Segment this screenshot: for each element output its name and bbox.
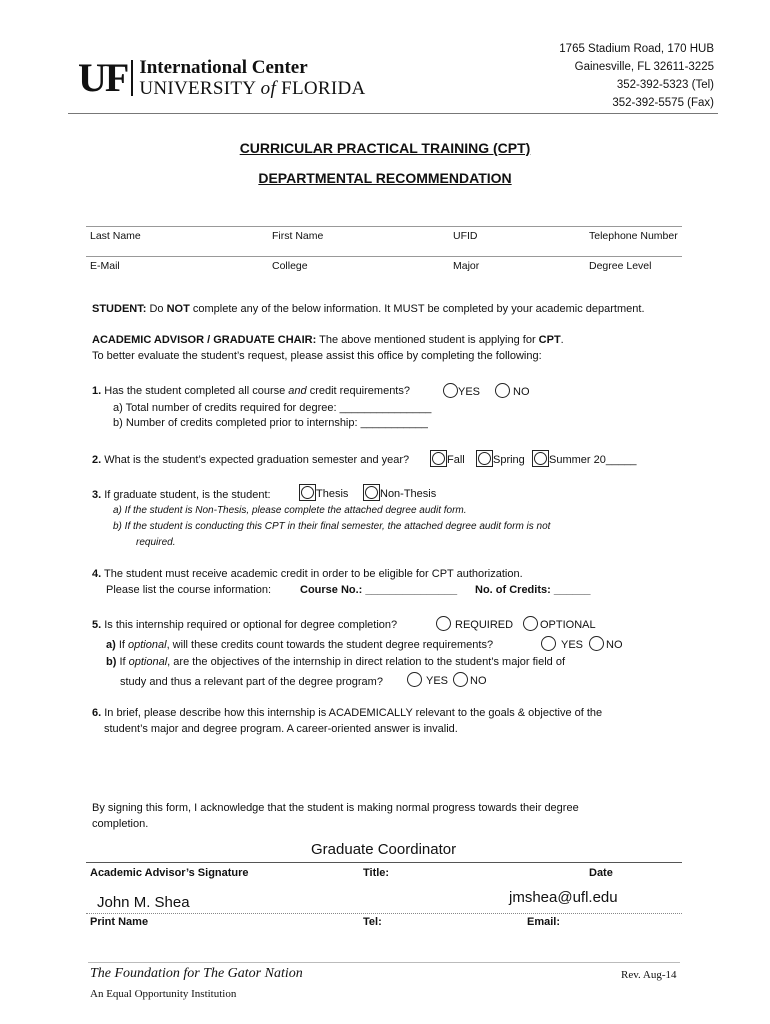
question-6: 6. In brief, please describe how this internship is ACADEMICALLY relevant to the goals & objective of the [92, 707, 603, 719]
logo-university: UNIVERSITY of FLORIDA [139, 78, 366, 99]
q2-fall-option[interactable]: Fall [430, 450, 465, 467]
logo-international-center: International Center [139, 57, 308, 78]
advisor-intro: ACADEMIC ADVISOR / GRADUATE CHAIR: The above mentioned student is applying for CPT. [92, 334, 564, 346]
question-6-cont: student’s major and degree program. A career-oriented answer is invalid. [104, 723, 458, 735]
checkbox-circle-icon [363, 484, 380, 501]
question-3: 3. If graduate student, is the student: [92, 489, 271, 501]
signature-label: Academic Advisor’s Signature [90, 867, 249, 879]
title-label: Title: [363, 867, 390, 879]
q1-yes-option[interactable]: YES [443, 383, 480, 398]
address-block [559, 40, 714, 112]
q5-required-option[interactable]: REQUIRED [436, 616, 513, 631]
form-title: CURRICULAR PRACTICAL TRAINING (CPT) [239, 140, 531, 156]
college-label: College [272, 260, 308, 272]
first-name-label: First Name [272, 230, 324, 242]
q2-spring-option[interactable]: Spring [476, 450, 525, 467]
advisor-instruction: To better evaluate the student’s request, please assist this office by completing the following: [92, 350, 542, 362]
title-value[interactable]: Graduate Coordinator [311, 841, 457, 858]
checkbox-circle-icon [299, 484, 316, 501]
address-line: 352-392-5575 (Fax) [612, 97, 714, 109]
radio-circle-icon [589, 636, 604, 651]
footer-rule [88, 962, 680, 963]
address-line: 352-392-5323 (Tel) [616, 79, 714, 91]
radio-circle-icon [407, 672, 422, 687]
q5-part-b-cont: study and thus a relevant part of the degree program? [120, 676, 383, 688]
question-5: 5. Is this internship required or optional for degree completion? [92, 619, 398, 631]
print-name-value[interactable]: John M. Shea [97, 894, 190, 911]
q5-part-b: b) If optional, are the objectives of the internship in direct relation to the student’s major field of [106, 656, 566, 668]
q5b-no-option[interactable]: NO [453, 672, 487, 687]
address-line: Gainesville, FL 32611-3225 [574, 61, 714, 73]
print-name-label: Print Name [90, 916, 149, 928]
q5a-yes-option[interactable]: YES [541, 636, 583, 651]
tel-label: Tel: [363, 916, 382, 928]
signature-rule [86, 862, 682, 863]
radio-circle-icon [541, 636, 556, 651]
major-label: Major [453, 260, 480, 272]
radio-circle-icon [495, 383, 510, 398]
date-label: Date [589, 867, 613, 879]
email-label: E-Mail [90, 260, 120, 272]
ufid-label: UFID [453, 230, 478, 242]
q1-no-option[interactable]: NO [495, 383, 530, 398]
q1-total-credits: a) Total number of credits required for degree: _______________ [113, 402, 432, 414]
print-name-rule [86, 913, 682, 914]
footer-tagline: The Foundation for The Gator Nation [90, 966, 303, 981]
student-note: STUDENT: Do NOT complete any of the below information. It MUST be completed by your academic department. [92, 303, 645, 315]
q3-note-b: b) If the student is conducting this CPT in their final semester, the attached degree audit form is not [113, 521, 551, 532]
signing-statement-cont: completion. [92, 818, 149, 830]
checkbox-circle-icon [532, 450, 549, 467]
email-value[interactable]: jmshea@ufl.edu [509, 889, 618, 906]
radio-circle-icon [523, 616, 538, 631]
field-rule-mid [86, 256, 682, 257]
q5b-yes-option[interactable]: YES [407, 672, 448, 687]
question-2: 2. What is the student’s expected graduation semester and year? [92, 454, 410, 466]
radio-circle-icon [453, 672, 468, 687]
q5-part-a: a) If optional, will these credits count towards the student degree requirements? [106, 639, 494, 651]
q5-optional-option[interactable]: OPTIONAL [523, 616, 596, 631]
degree-level-label: Degree Level [589, 260, 652, 272]
q3-thesis-option[interactable]: Thesis [299, 484, 348, 501]
signing-statement: By signing this form, I acknowledge that the student is making normal progress towards their degree [92, 802, 579, 814]
q2-summer-option[interactable]: Summer 20_____ [532, 450, 636, 467]
q4-course-info-label: Please list the course information: [106, 584, 272, 596]
field-rule-top [86, 226, 682, 227]
radio-circle-icon [436, 616, 451, 631]
uf-logo [78, 55, 366, 100]
q5a-no-option[interactable]: NO [589, 636, 623, 651]
q3-nonthesis-option[interactable]: Non-Thesis [363, 484, 436, 501]
q3-note-a: a) If the student is Non-Thesis, please complete the attached degree audit form. [113, 505, 467, 516]
checkbox-circle-icon [476, 450, 493, 467]
form-subtitle: DEPARTMENTAL RECOMMENDATION [258, 170, 512, 186]
telephone-label: Telephone Number [589, 230, 678, 242]
address-line: 1765 Stadium Road, 170 HUB [559, 43, 714, 55]
radio-circle-icon [443, 383, 458, 398]
revision-date: Rev. Aug-14 [621, 969, 677, 981]
email-label-sig: Email: [527, 916, 561, 928]
logo-mark: UF [78, 55, 128, 100]
last-name-label: Last Name [90, 230, 141, 242]
q4-course-number: Course No.: _______________ [300, 584, 458, 596]
equal-opportunity: An Equal Opportunity Institution [90, 988, 237, 1000]
q3-note-b-cont: required. [136, 537, 176, 548]
logo-divider [131, 60, 133, 96]
checkbox-circle-icon [430, 450, 447, 467]
q4-credits: No. of Credits: ______ [475, 584, 591, 596]
question-1: 1. Has the student completed all course and credit requirements? [92, 385, 410, 397]
q1-completed-credits: b) Number of credits completed prior to internship: ___________ [113, 417, 428, 429]
header-rule [68, 113, 718, 114]
question-4: 4. The student must receive academic credit in order to be eligible for CPT authorization. [92, 568, 523, 580]
